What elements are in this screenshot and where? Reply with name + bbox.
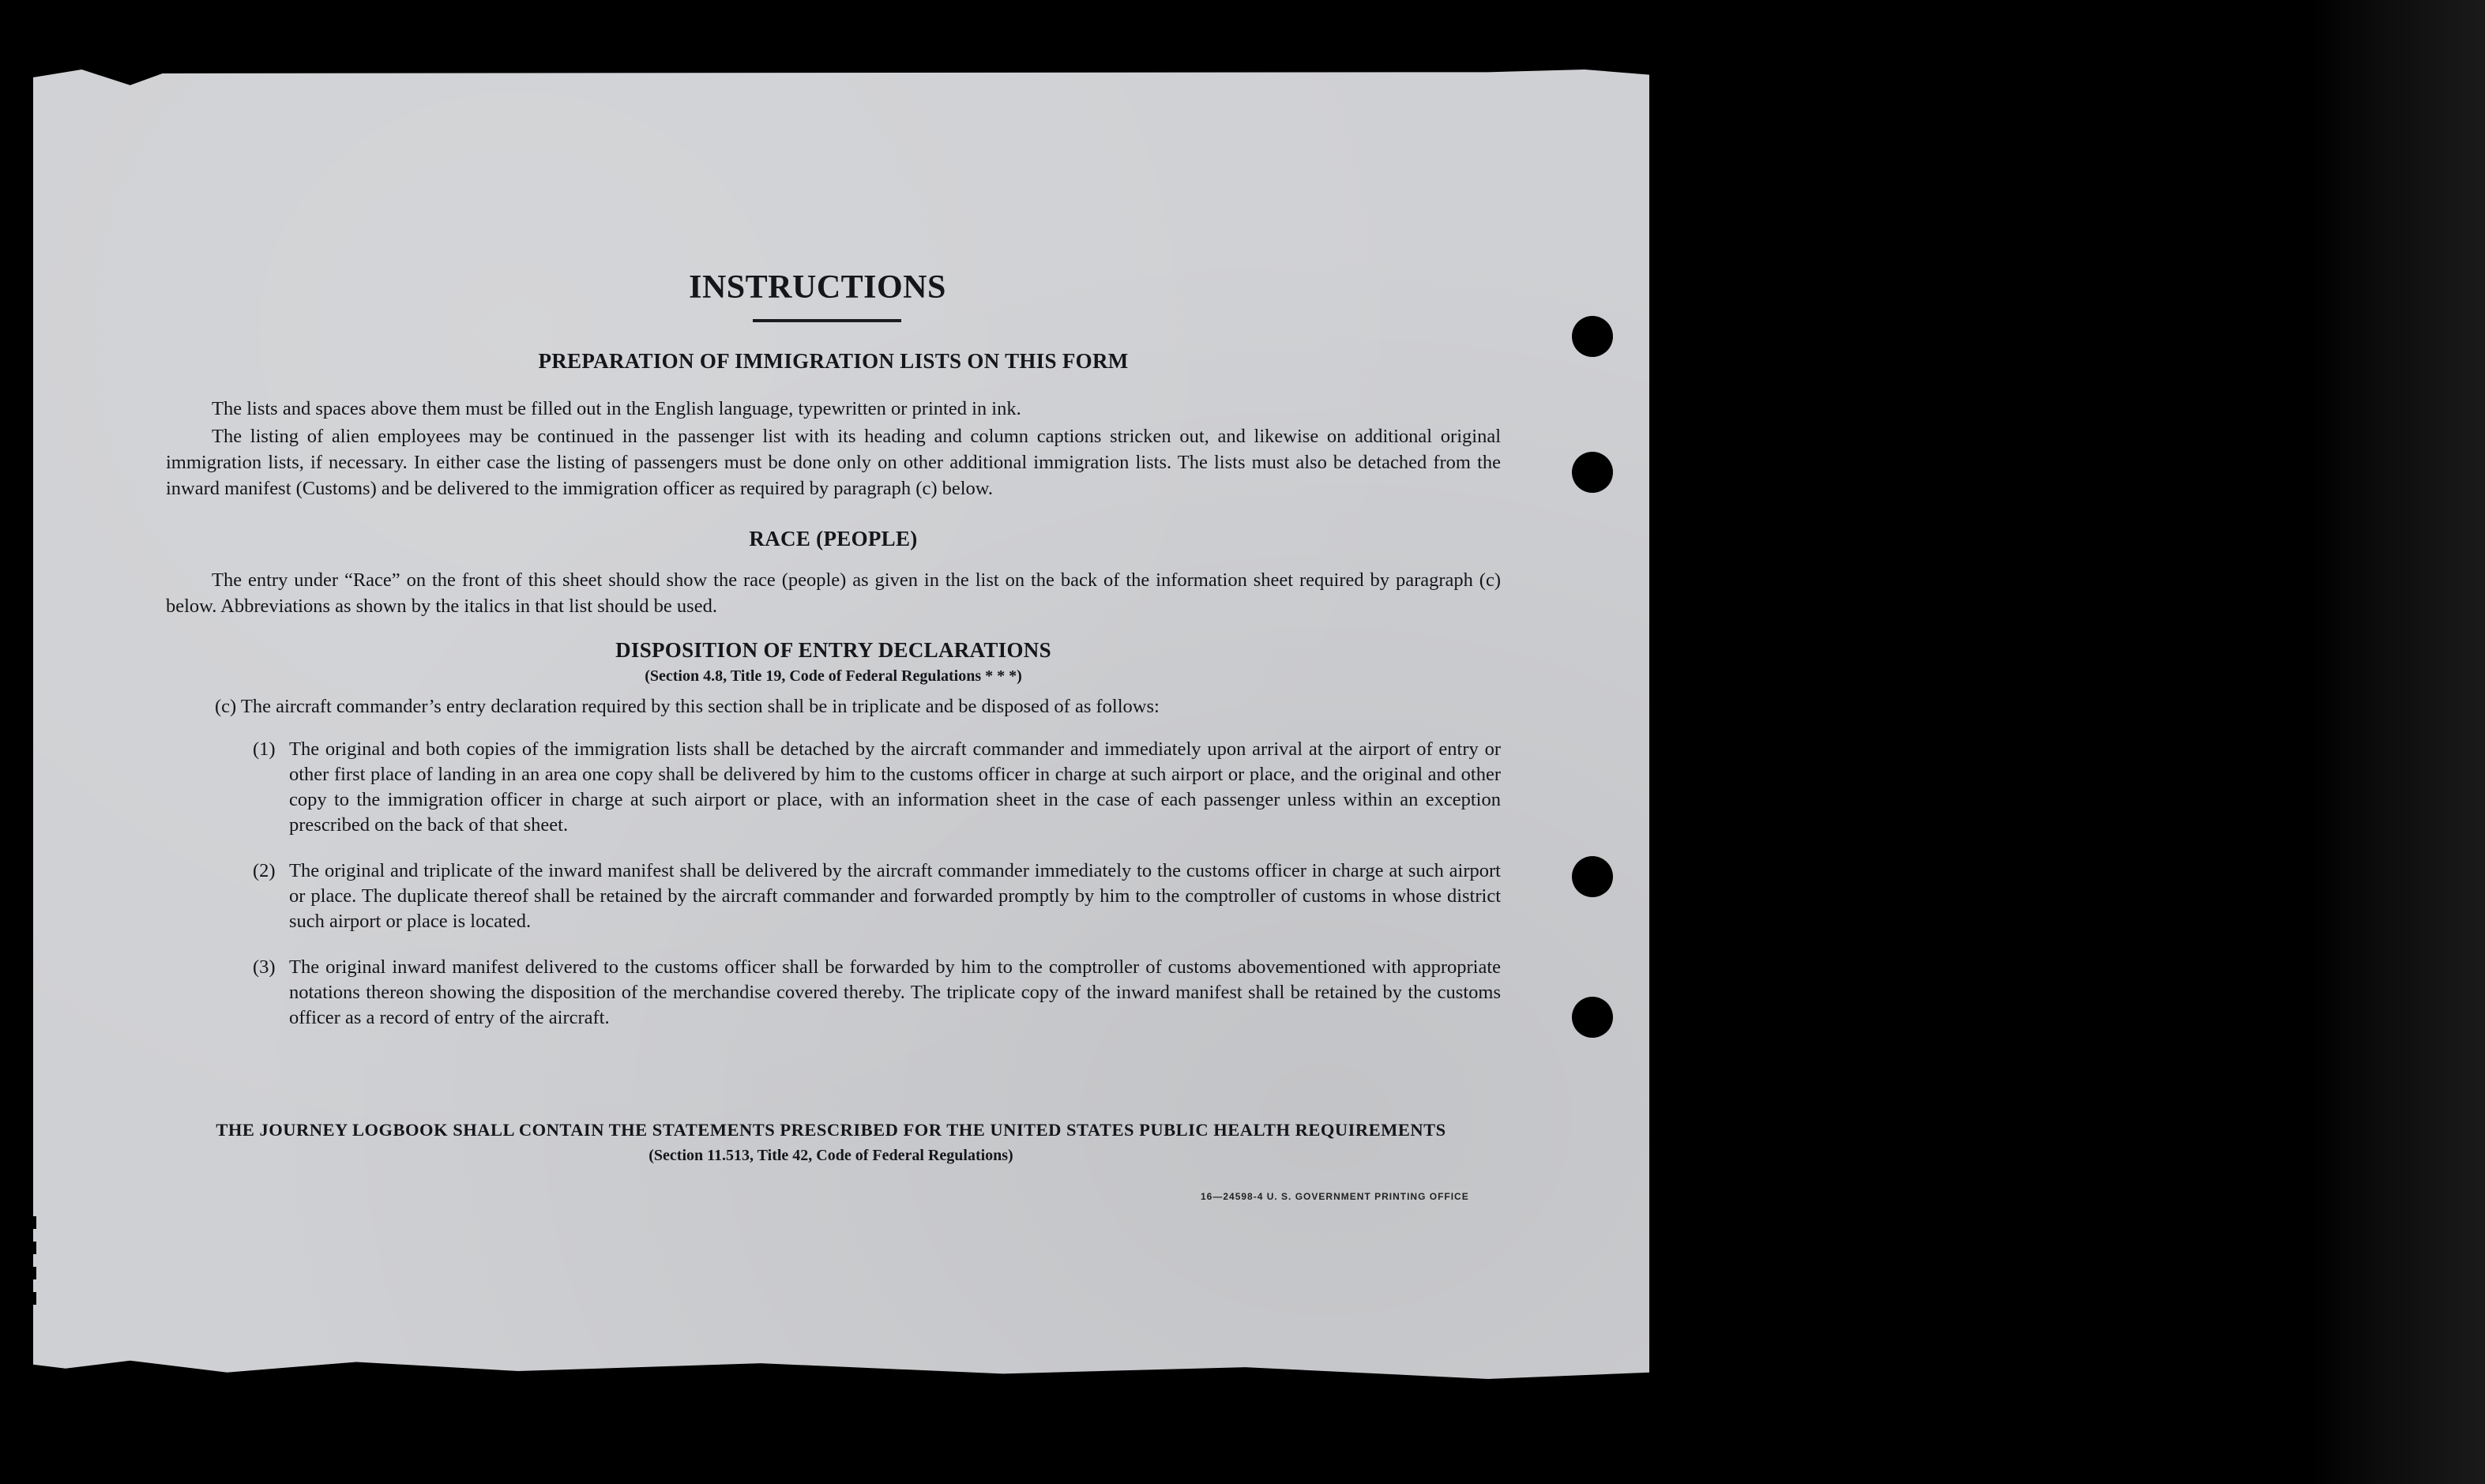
list-item-number: (3) — [253, 956, 276, 978]
list-item-text: The original and triplicate of the inward manifest shall be delivered by the aircraft commander immediately to the customs officer in charge at such airport or place. The duplicate thereof shall be retained by the aircraft commander and forwarded promptly by him to the comptroller of customs in whose district such airport or place is located. — [289, 860, 1501, 932]
section-heading-disposition: DISPOSITION OF ENTRY DECLARATIONS — [615, 638, 1051, 662]
list-item-text: The original inward manifest delivered to the customs officer shall be forwarded by him to the comptroller of customs abovementioned with appropriate notations thereon showing the disposition of the merchandise covered thereby. The triplicate copy of the inward manifest shall be retained by the customs officer as a record of entry of the aircraft. — [289, 956, 1501, 1028]
binding-mark — [28, 1267, 36, 1279]
preparation-paragraph-1: The lists and spaces above them must be filled out in the English language, typewritten or printed in ink. — [212, 398, 1021, 419]
preparation-paragraph-2: The listing of alien employees may be continued in the passenger list with its heading and column captions stricken out, and likewise on additional original immigration lists, if necessary. In either case the listing of passengers must be done only on other additional immigration lists. The lists must also be detached from the inward manifest (Customs) and be delivered to the immigration officer as required by paragraph (c) below. — [166, 426, 1501, 499]
list-item-number: (1) — [253, 738, 276, 760]
printing-office-code: 16—24598-4 U. S. GOVERNMENT PRINTING OFFICE — [1201, 1191, 1469, 1202]
punch-hole — [1572, 316, 1613, 357]
instructions-body — [166, 269, 1501, 1031]
page-title: INSTRUCTIONS — [689, 269, 946, 306]
list-item — [253, 737, 1501, 838]
section-heading-preparation: PREPARATION OF IMMIGRATION LISTS ON THIS FORM — [538, 349, 1129, 373]
list-item-number: (2) — [253, 860, 276, 881]
disposition-citation: (Section 4.8, Title 19, Code of Federal Regulations * * *) — [645, 667, 1022, 685]
binding-mark — [28, 1216, 36, 1229]
disposition-intro: (c) The aircraft commander’s entry declaration required by this section shall be in triplicate and be disposed of as follows: — [215, 696, 1160, 717]
race-paragraph: The entry under “Race” on the front of this sheet should show the race (people) as given in the list on the back of the information sheet required by paragraph (c) below. Abbreviations as shown by the italics in that list should be used. — [166, 569, 1501, 617]
list-item-text: The original and both copies of the immigration lists shall be detached by the aircraft commander and immediately upon arrival at the airport of entry or other first place of landing in an area one copy shall be delivered by him to the customs officer in charge at such airport or place, and the original and other copy to the immigration officer in charge at such airport or place, with an information sheet in the case of each passenger unless within an exception prescribed on the back of that sheet. — [289, 738, 1501, 836]
punch-hole — [1572, 997, 1613, 1038]
list-item — [253, 858, 1501, 934]
punch-hole — [1572, 452, 1613, 493]
section-heading-race: RACE (PEOPLE) — [749, 527, 918, 550]
health-requirements-citation: (Section 11.513, Title 42, Code of Federal Regulations) — [649, 1147, 1013, 1164]
title-underline — [753, 319, 901, 322]
list-item — [253, 955, 1501, 1031]
health-requirements-statement: THE JOURNEY LOGBOOK SHALL CONTAIN THE STATEMENTS PRESCRIBED FOR THE UNITED STATES PUBLIC HEALTH REQUIREMENTS — [216, 1120, 1446, 1140]
binding-mark — [28, 1292, 36, 1305]
binding-mark — [28, 1242, 36, 1254]
punch-hole — [1572, 856, 1613, 897]
